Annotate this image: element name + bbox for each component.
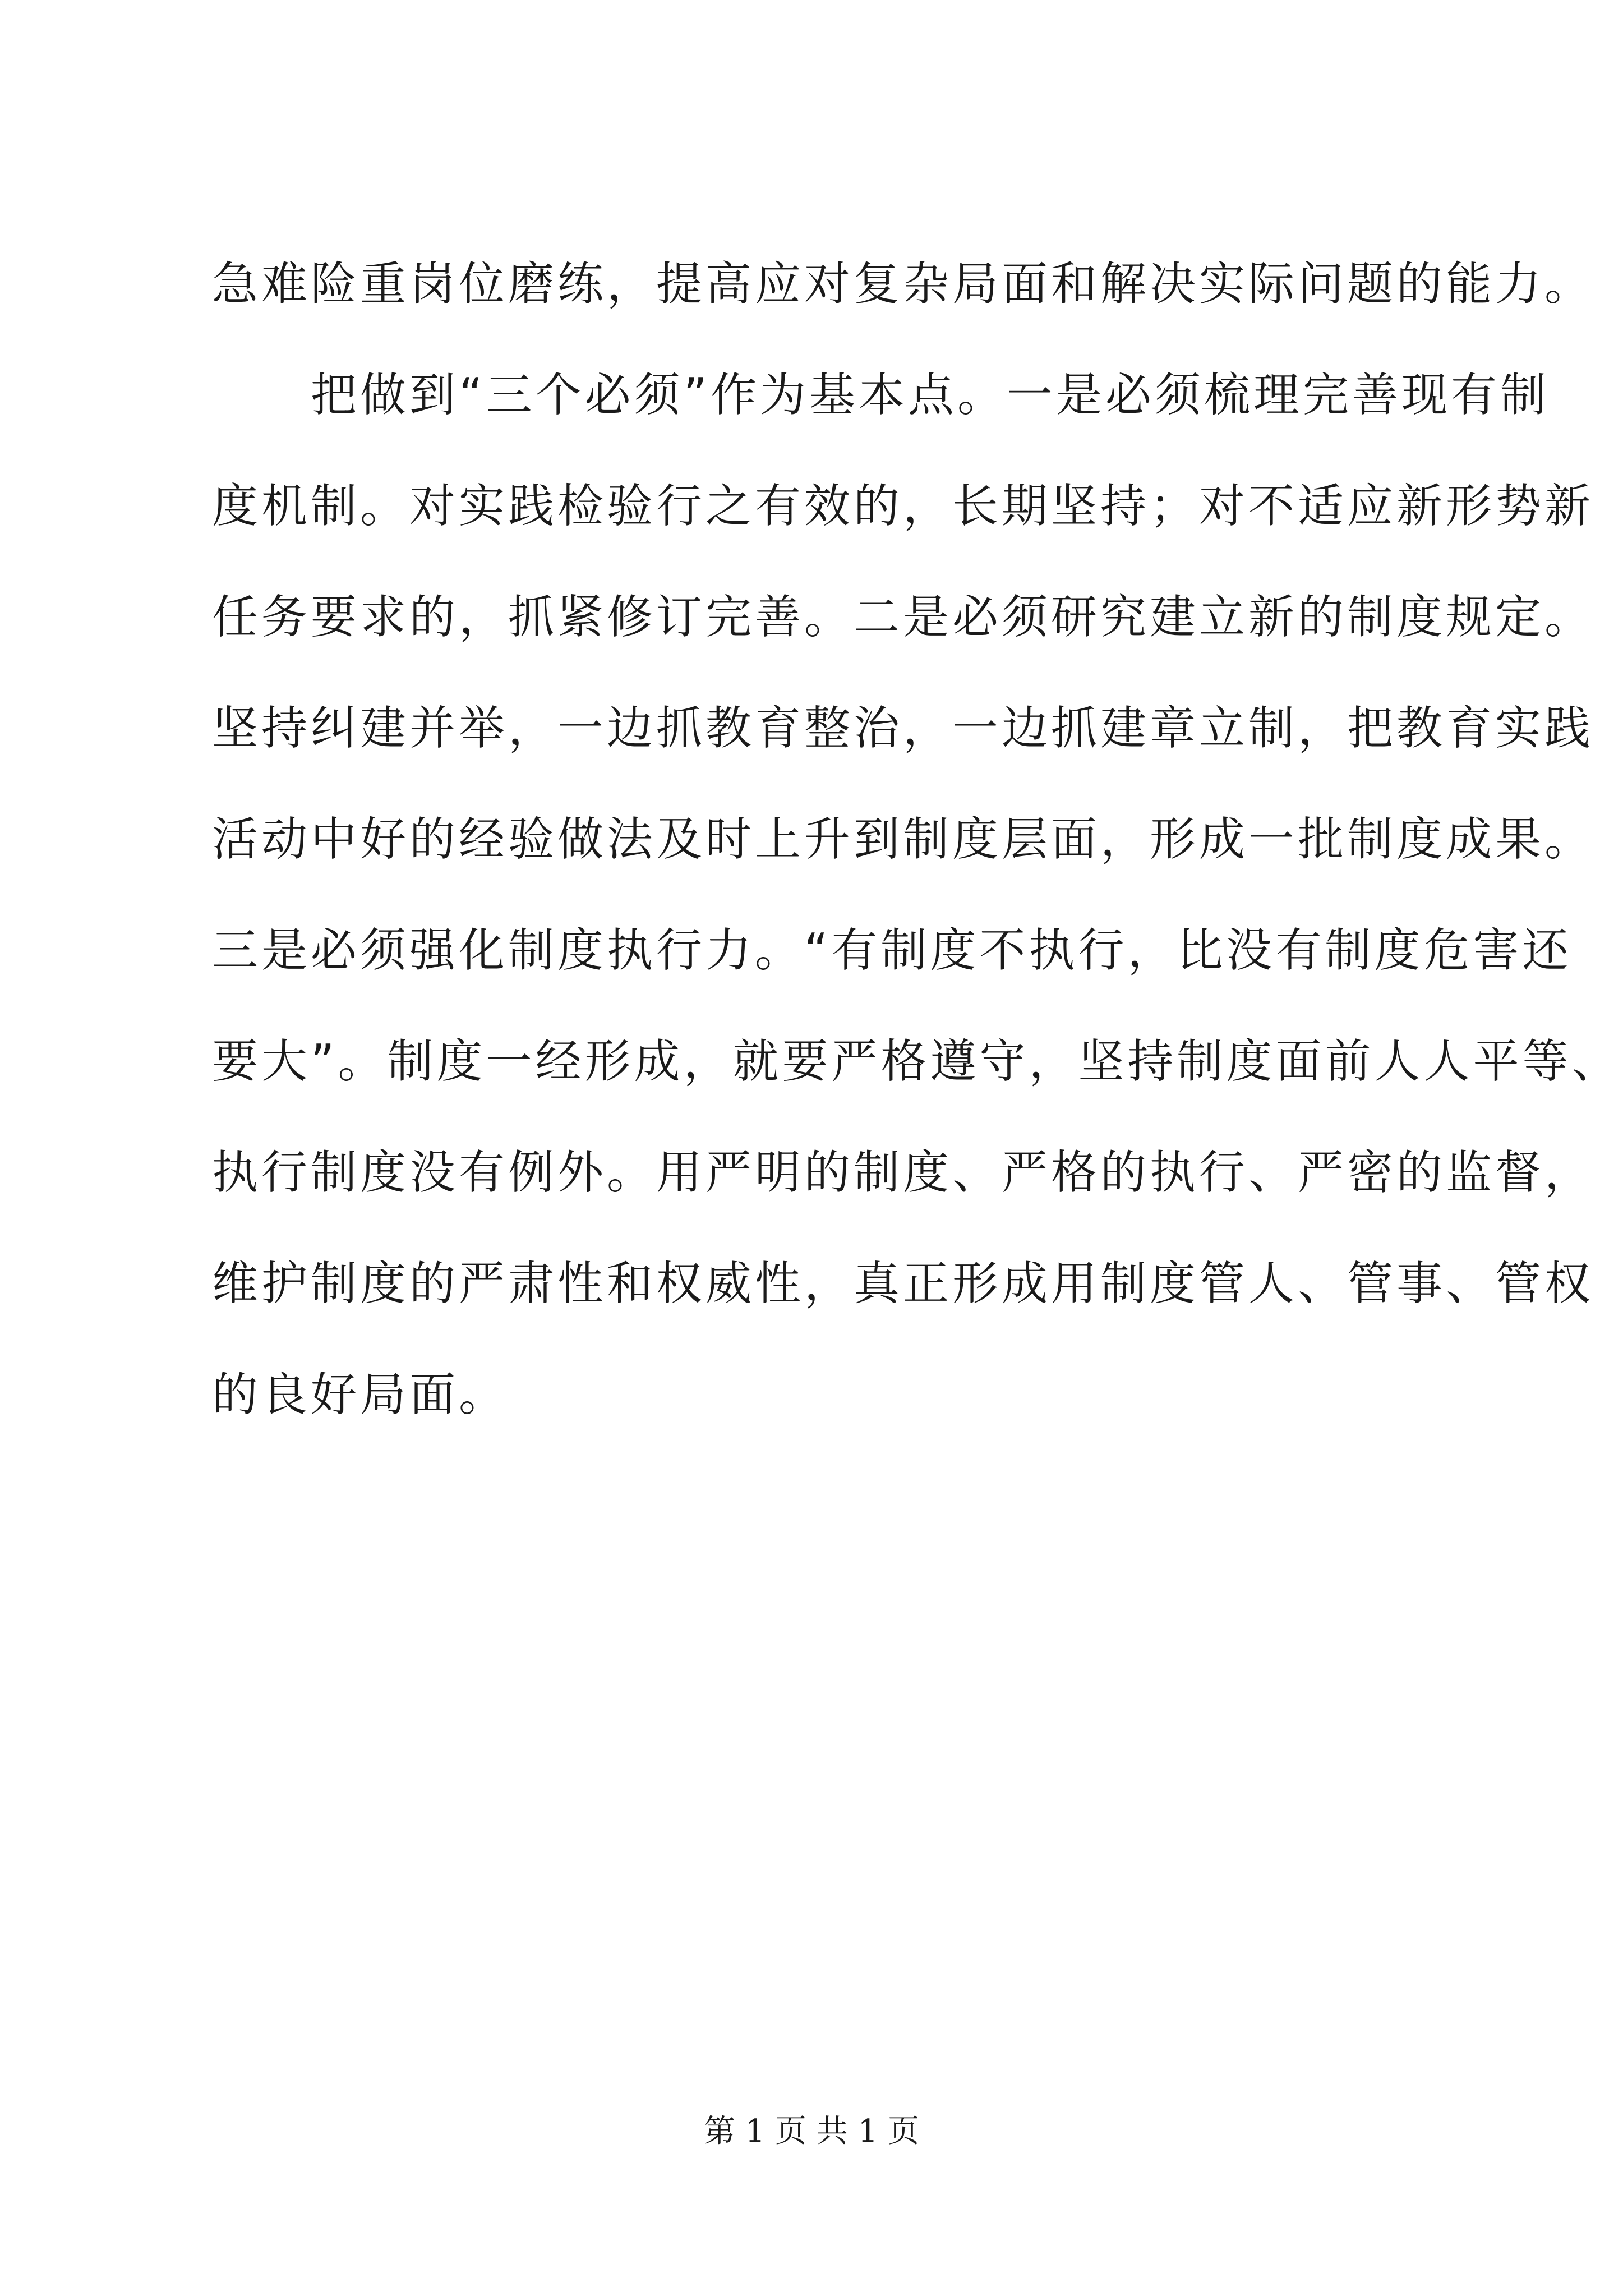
body-text (212, 229, 1621, 1451)
text-line-11: 的良好局面。 (212, 1368, 509, 1421)
text-line-8: 要大”。制度一经形成，就要严格遵守，坚持制度面前人人平等、 (212, 1035, 1621, 1088)
page-number-footer: 第 1 页 共 1 页 (703, 2113, 920, 2150)
text-line-3: 度机制。对实践检验行之有效的，长期坚持；对不适应新形势新 (212, 480, 1594, 533)
text-line-4: 任务要求的，抓紧修订完善。二是必须研究建立新的制度规定。 (212, 591, 1594, 644)
text-line-5: 坚持纠建并举，一边抓教育整治，一边抓建章立制，把教育实践 (212, 702, 1594, 755)
text-line-9: 执行制度没有例外。用严明的制度、严格的执行、严密的监督， (212, 1146, 1594, 1199)
text-line-1: 急难险重岗位磨练，提高应对复杂局面和解决实际问题的能力。 (212, 257, 1594, 311)
text-line-7: 三是必须强化制度执行力。“有制度不执行，比没有制度危害还 (212, 924, 1572, 977)
text-line-10: 维护制度的严肃性和权威性，真正形成用制度管人、管事、管权 (212, 1257, 1594, 1310)
text-line-6: 活动中好的经验做法及时上升到制度层面，形成一批制度成果。 (212, 813, 1594, 866)
text-line-2: 把做到“三个必须”作为基本点。一是必须梳理完善现有制 (212, 369, 1550, 422)
